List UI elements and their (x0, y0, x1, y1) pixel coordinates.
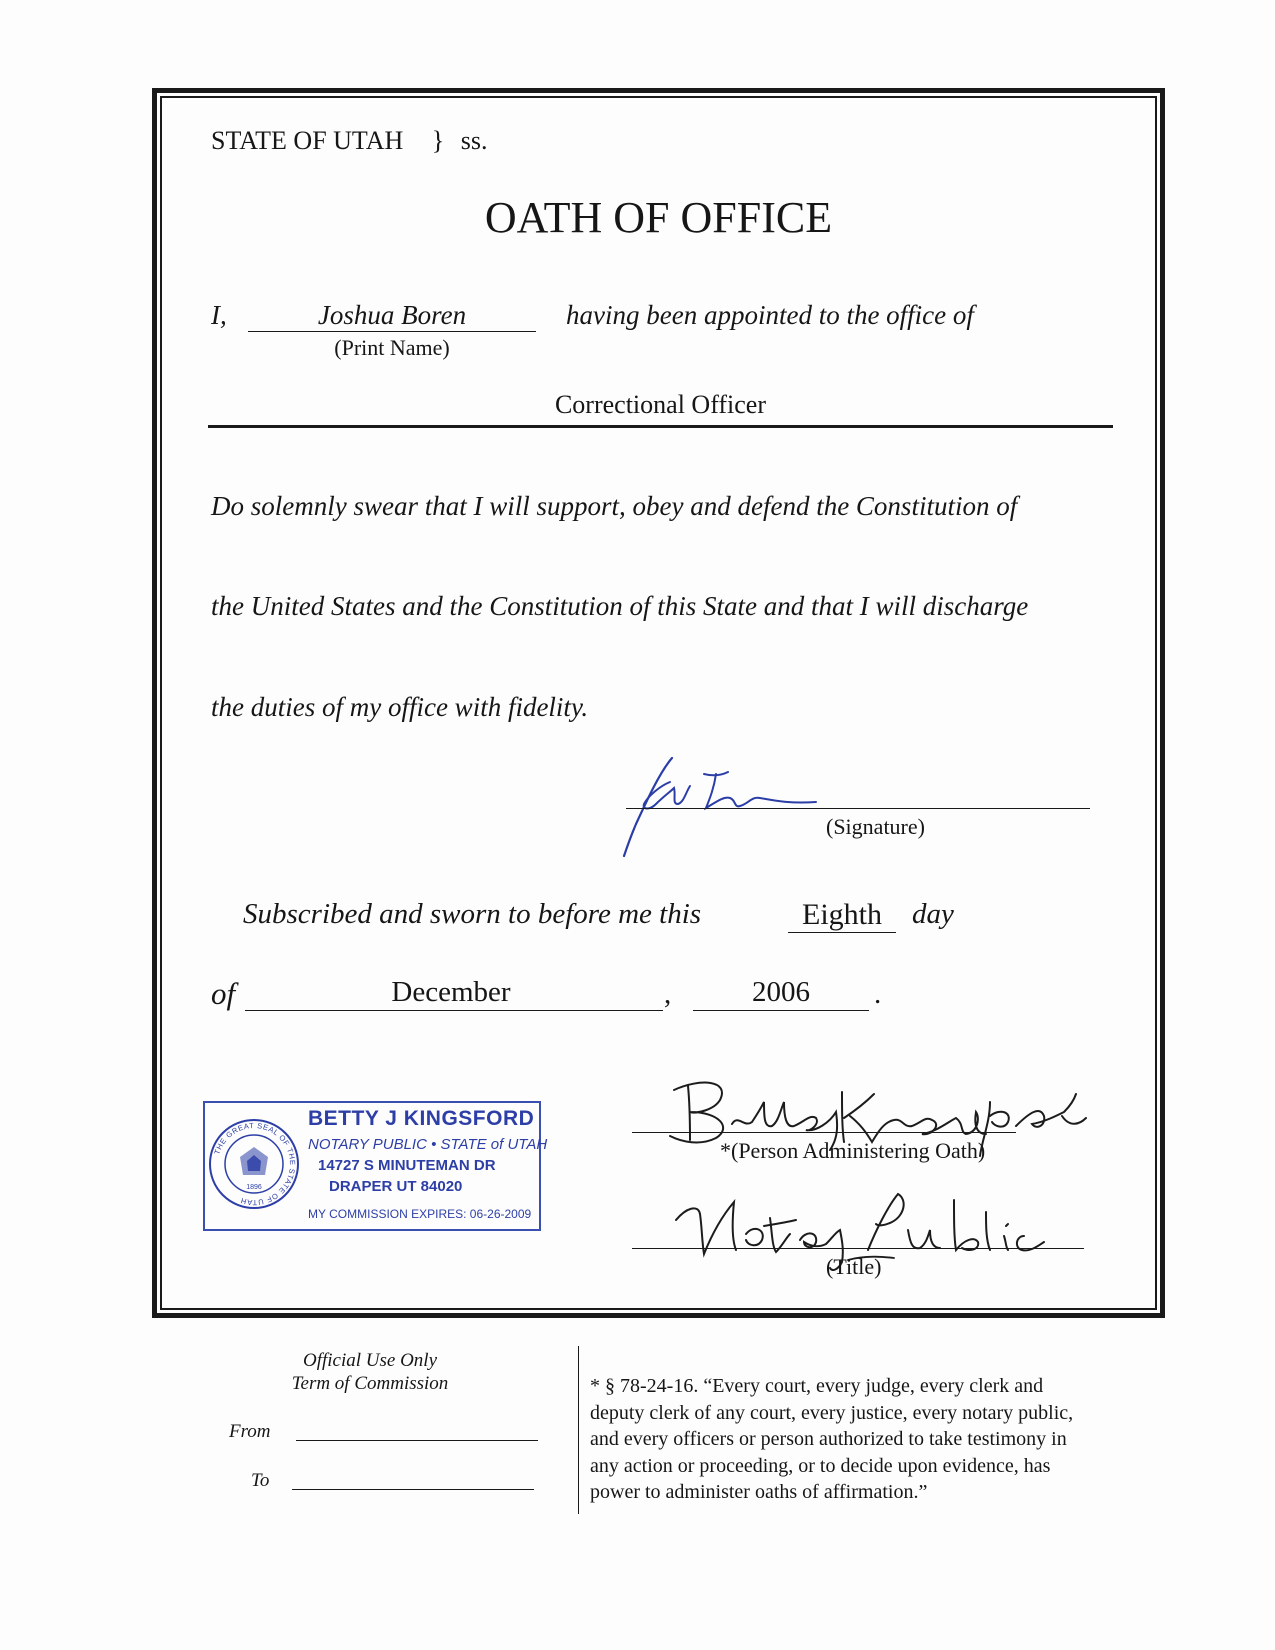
to-label: To (251, 1470, 270, 1491)
svg-text:1896: 1896 (246, 1184, 262, 1191)
stamp-address-city: DRAPER UT 84020 (329, 1178, 463, 1195)
subscription-year: 2006 (752, 976, 810, 1008)
affiant-prefix: I, (211, 300, 227, 330)
administrator-caption: *(Person Administering Oath) (720, 1138, 986, 1163)
to-line (292, 1489, 534, 1490)
of-word: of (211, 976, 236, 1011)
administrator-line (632, 1132, 1016, 1133)
month-comma: , (664, 978, 672, 1010)
stamp-notary-title: NOTARY PUBLIC • STATE of UTAH (308, 1136, 548, 1153)
stamp-address-street: 14727 S MINUTEMAN DR (318, 1157, 496, 1174)
month-line (245, 1010, 663, 1011)
from-label: From (229, 1421, 271, 1442)
footnote-line-4: any action or proceeding, or to decide upon evidence, has (590, 1454, 1051, 1477)
year-line (693, 1010, 869, 1011)
day-word: day (912, 898, 954, 930)
notary-stamp (203, 1101, 548, 1231)
state-seal-icon (207, 1117, 301, 1211)
venue-brace: } (431, 126, 445, 155)
footnote-line-3: and every officers or person authorized to take testimony in (590, 1428, 1067, 1450)
official-use-heading: Official Use Only (302, 1350, 438, 1371)
signature-line (626, 808, 1090, 809)
title-caption: (Title) (826, 1254, 882, 1279)
subscription-text: Subscribed and sworn to before me this (243, 898, 702, 930)
year-period: . (874, 978, 882, 1010)
affiant-name: Joshua Boren (317, 300, 467, 330)
affiant-signature (620, 752, 880, 862)
signature-caption: (Signature) (826, 814, 925, 839)
svg-text:THE GREAT SEAL OF THE STATE OF: THE GREAT SEAL OF THE STATE OF UTAH (212, 1120, 298, 1208)
print-name-caption: (Print Name) (334, 335, 450, 360)
stamp-commission-expiry: MY COMMISSION EXPIRES: 06-26-2009 (308, 1207, 532, 1221)
stamp-notary-name: BETTY J KINGSFORD (308, 1107, 535, 1130)
term-of-commission-heading: Term of Commission (291, 1373, 449, 1394)
office-line (208, 425, 1113, 428)
subscription-day: Eighth (802, 898, 882, 931)
day-line (788, 932, 896, 933)
office-title: Correctional Officer (554, 390, 767, 419)
subscription-month: December (391, 976, 511, 1008)
footnote-line-5: power to administer oaths of affirmation.” (590, 1481, 928, 1503)
footnote-line-1: * § 78-24-16. “Every court, every judge, every clerk and (590, 1375, 1044, 1397)
document-title: OATH OF OFFICE (484, 193, 833, 242)
state-name: STATE OF UTAH (211, 126, 404, 155)
footnote-divider (578, 1346, 579, 1514)
oath-line-2: the United States and the Constitution of this State and that I will discharge (211, 591, 1029, 621)
statute-footnote (590, 1373, 1073, 1506)
oath-line-1: Do solemnly swear that I will support, obey and defend the Constitution of (211, 491, 1018, 521)
footnote-line-2: deputy clerk of any court, every justice, every notary public, (590, 1401, 1074, 1424)
from-line (296, 1440, 538, 1441)
venue-ss: ss. (460, 126, 488, 155)
title-line (632, 1248, 1084, 1249)
state-heading (211, 126, 488, 156)
affiant-name-line (248, 331, 536, 332)
appointed-text: having been appointed to the office of (566, 300, 974, 330)
oath-line-3: the duties of my office with fidelity. (211, 692, 589, 722)
